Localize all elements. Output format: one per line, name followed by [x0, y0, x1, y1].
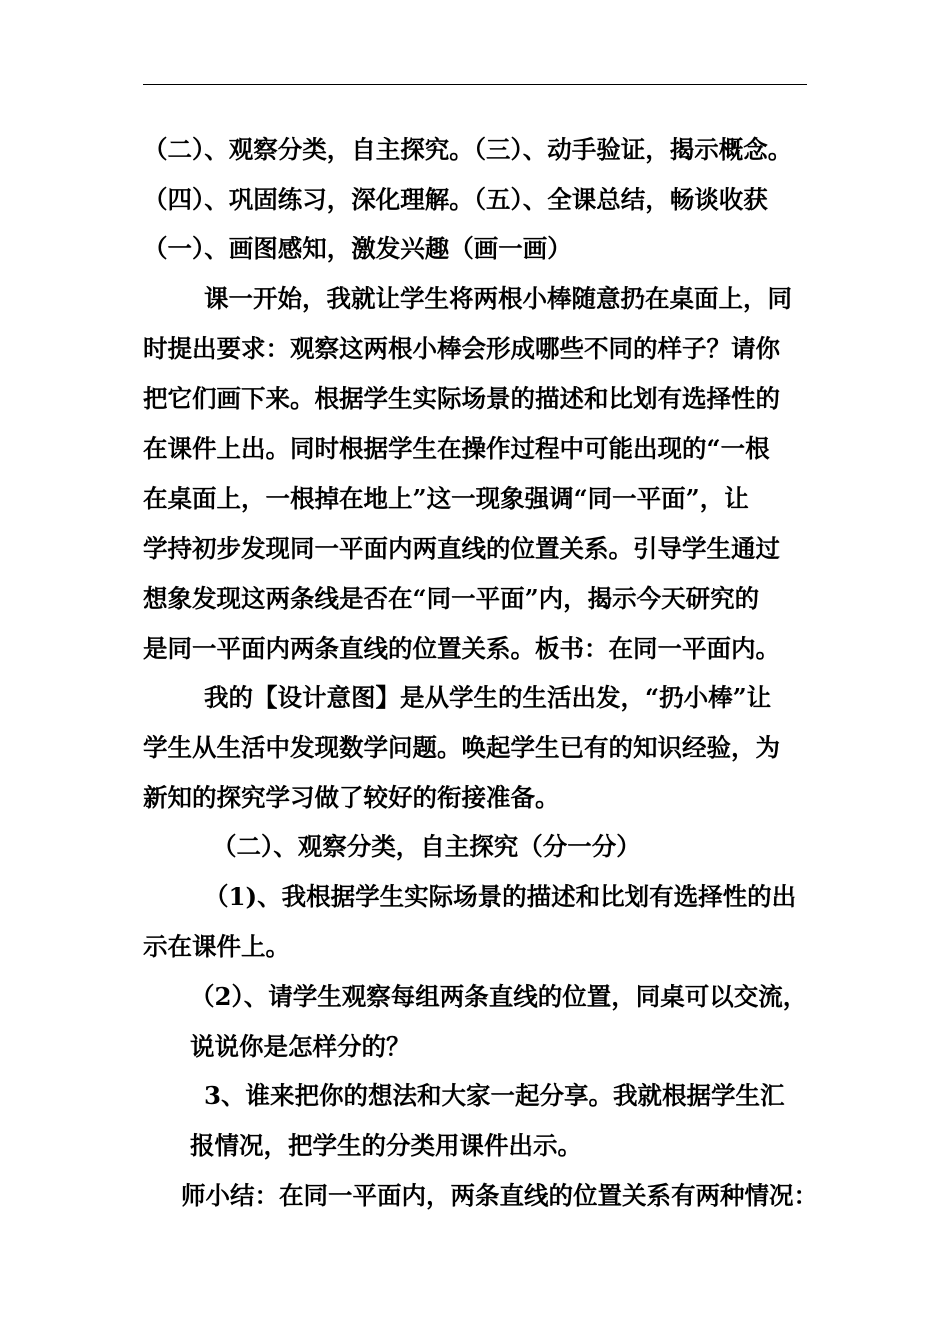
text-line-15: （二）、观察分类，自主探究（分一分） [212, 832, 641, 861]
text-line-17: 示在课件上。 [143, 932, 290, 961]
text-line-13: 学生从生活中发现数学问题。唤起学生已有的知识经验，为 [143, 733, 780, 762]
text-line-3: （一）、画图感知，激发兴趣（画一画） [143, 234, 572, 263]
text-line-22: 师小结：在同一平面内，两条直线的位置关系有两种情况： [181, 1181, 818, 1210]
text-line-2: （四）、巩固练习，深化理解。（五）、全课总结，畅谈收获 [143, 185, 768, 214]
text-line-7: 在课件上出。同时根据学生在操作过程中可能出现的“一根 [143, 434, 770, 463]
text-line-16: （1)、我根据学生实际场景的描述和比划有选择性的出 [204, 882, 797, 911]
text-line-14: 新知的探究学习做了较好的衔接准备。 [143, 783, 560, 812]
text-line-19: 说说你是怎样分的？ [190, 1032, 411, 1061]
text-line-6: 把它们画下来。根据学生实际场景的描述和比划有选择性的 [143, 384, 780, 413]
text-line-21: 报情况，把学生的分类用课件出示。 [190, 1131, 582, 1160]
text-line-9: 学持初步发现同一平面内两直线的位置关系。引导学生通过 [143, 534, 780, 563]
text-line-20: 3、谁来把你的想法和大家一起分享。我就根据学生汇 [204, 1081, 785, 1110]
text-line-4: 课一开始，我就让学生将两根小棒随意扔在桌面上，同 [204, 284, 792, 313]
text-line-18: （2）、请学生观察每组两条直线的位置，同桌可以交流， [190, 982, 808, 1011]
text-line-1: （二）、观察分类，自主探究。（三）、动手验证，揭示概念。 [143, 135, 793, 164]
text-line-5: 时提出要求：观察这两根小棒会形成哪些不同的样子？请你 [143, 334, 780, 363]
text-line-8: 在桌面上，一根掉在地上”这一现象强调“同一平面”，让 [143, 484, 749, 513]
text-line-11: 是同一平面内两条直线的位置关系。板书：在同一平面内。 [143, 634, 780, 663]
header-rule [143, 84, 807, 85]
text-line-12: 我的【设计意图】是从学生的生活出发，“扔小棒”让 [204, 683, 772, 712]
text-line-10: 想象发现这两条线是否在“同一平面”内，揭示今天研究的 [143, 584, 760, 613]
